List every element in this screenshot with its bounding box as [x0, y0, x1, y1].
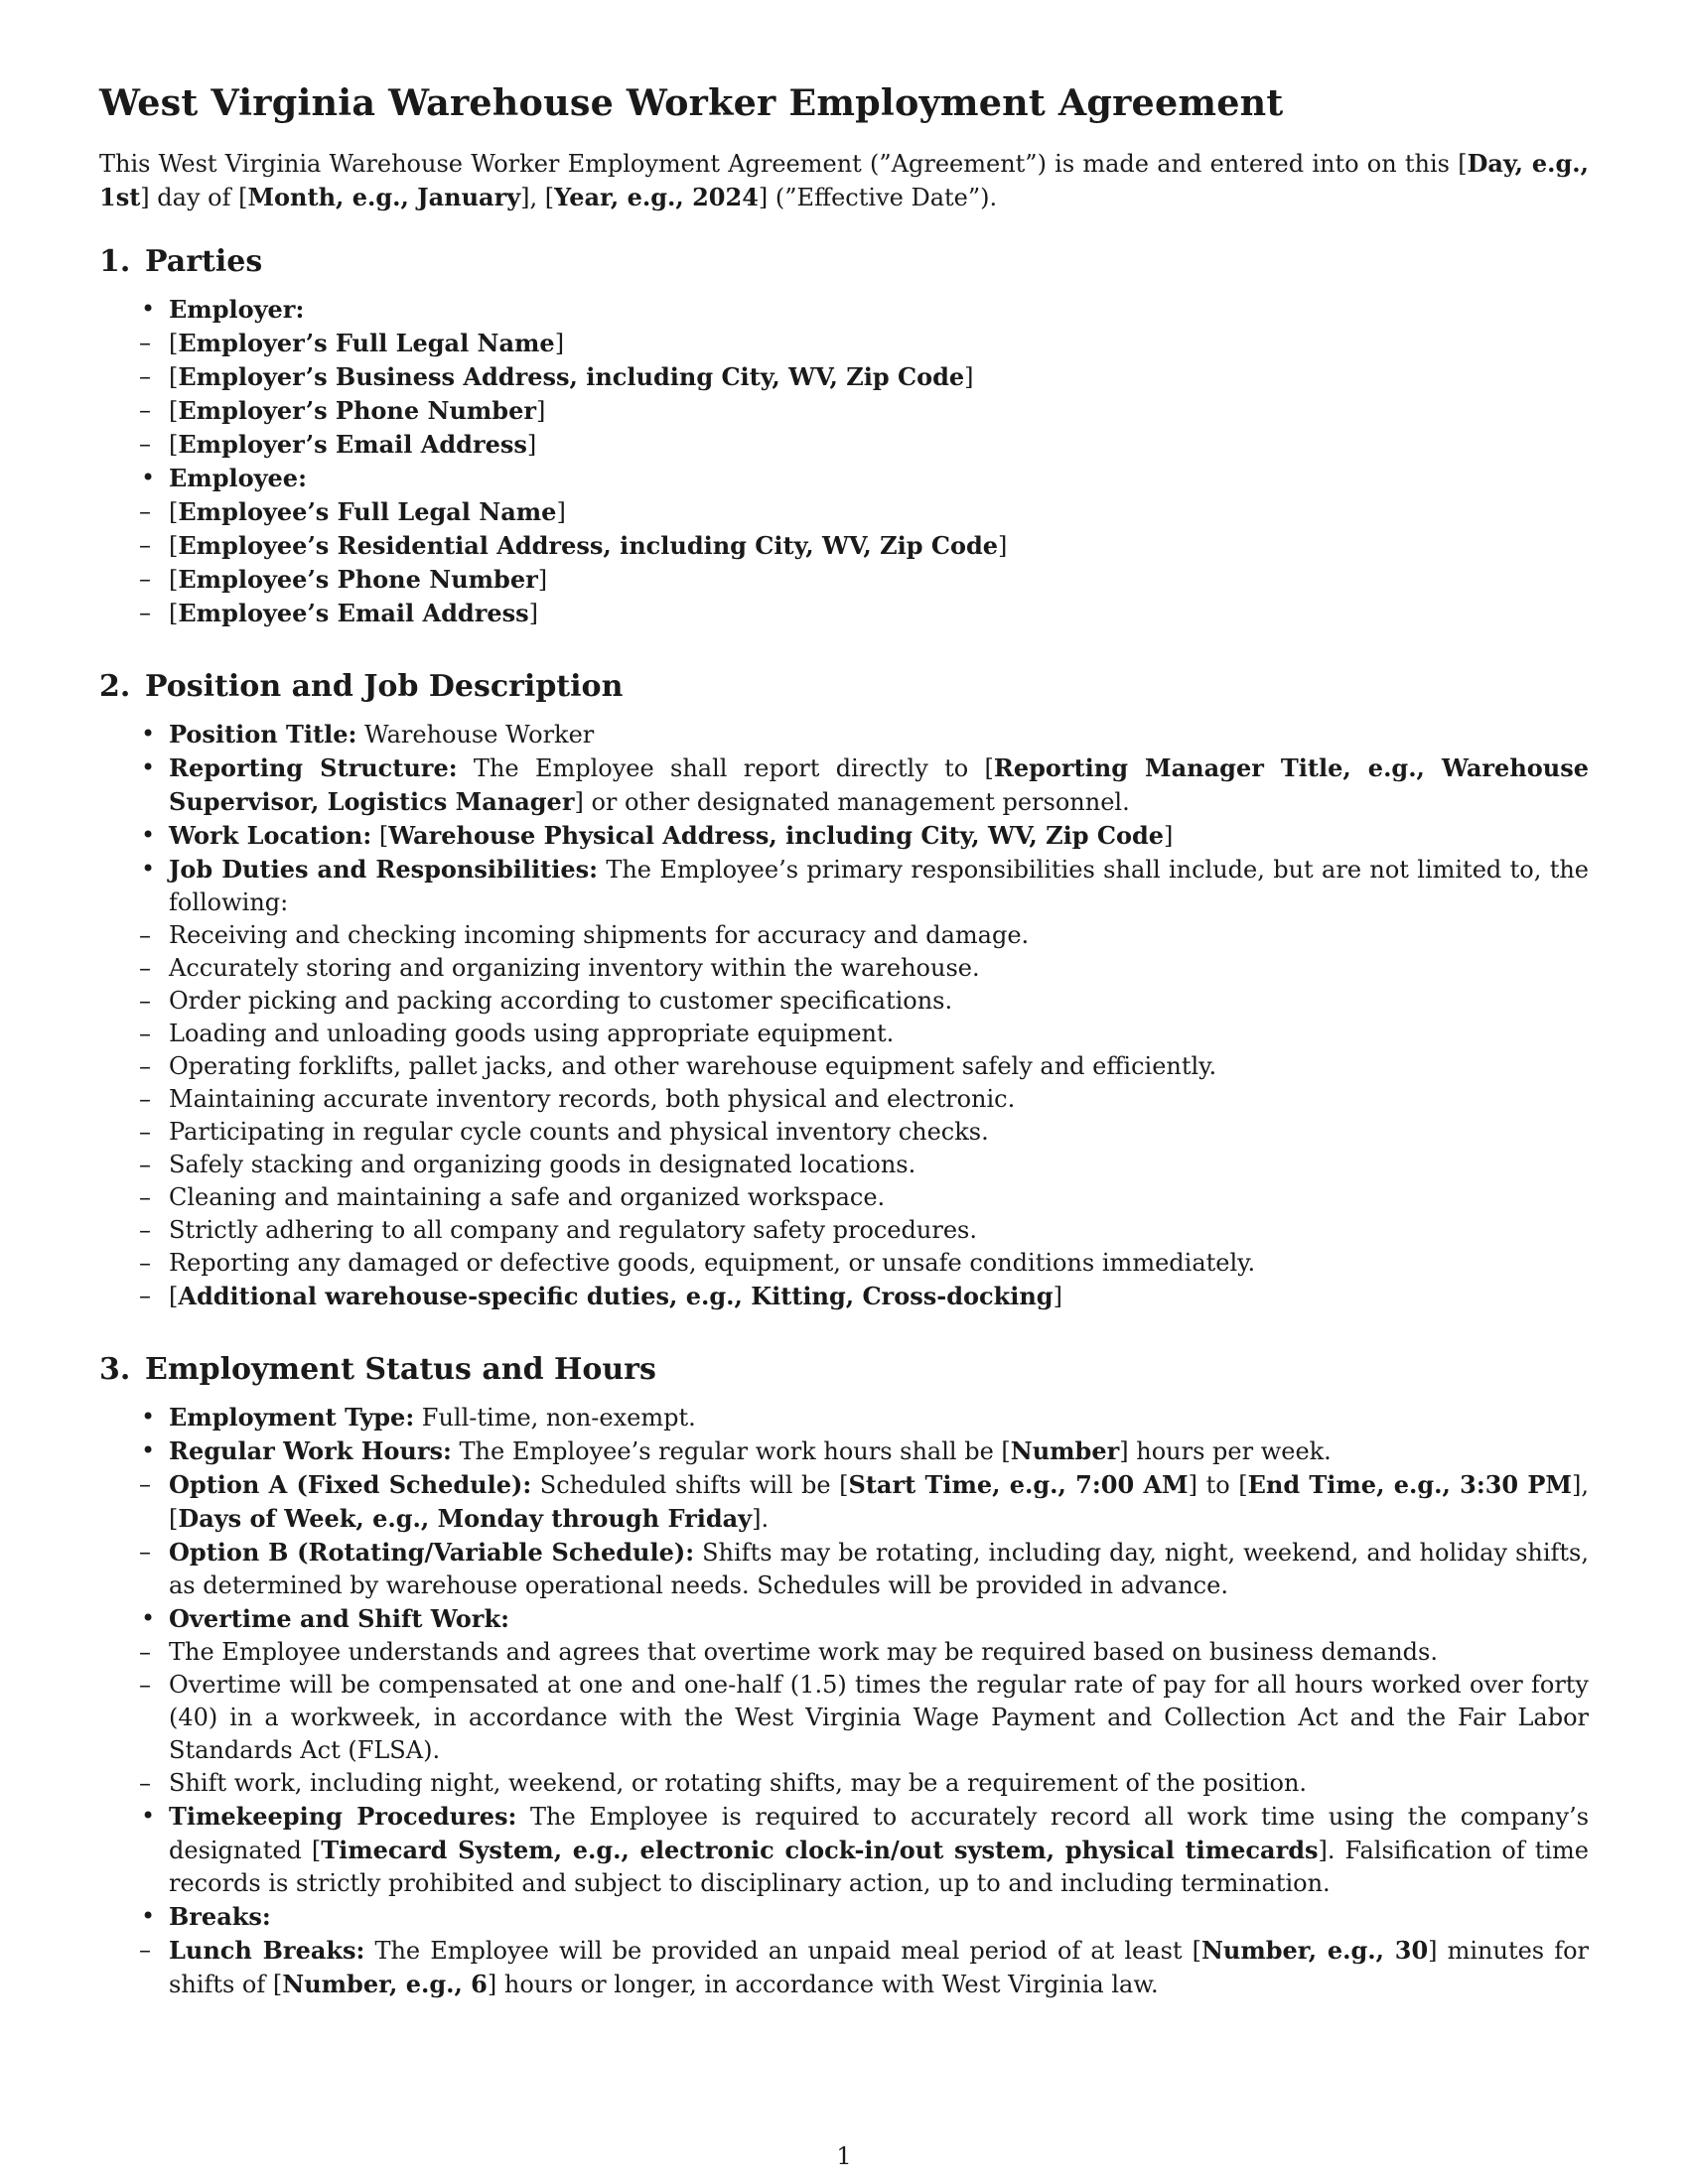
section-number: 2. — [99, 668, 131, 704]
field-label: Work Location: — [169, 820, 372, 850]
employee-details — [109, 495, 1589, 630]
list-item: – [Employee’s Residential Address, including City, WV, Zip Code] — [109, 529, 1589, 563]
section-title: Parties — [145, 243, 263, 279]
placeholder: Number — [1010, 1435, 1120, 1465]
intro-text: ] day of [ — [140, 183, 248, 211]
field-label: Reporting Structure: — [169, 752, 458, 782]
field-label: Timekeeping Procedures: — [169, 1801, 517, 1831]
field-label: Employment Type: — [169, 1402, 415, 1432]
breaks-list — [109, 1934, 1589, 2001]
list-item: – [Employee’s Phone Number] — [109, 563, 1589, 597]
field-text: ] or other designated management personnel. — [574, 787, 1130, 816]
placeholder: Days of Week, e.g., Monday through Friday — [178, 1503, 753, 1533]
list-item: – Loading and unloading goods using appropriate equipment. — [109, 1018, 1589, 1050]
status-list — [99, 1401, 1589, 2001]
list-item: – Operating forklifts, pallet jacks, and other warehouse equipment safely and efficiently. — [109, 1050, 1589, 1083]
work-location-item — [99, 819, 1589, 853]
placeholder: Employee’s Phone Number — [178, 564, 538, 594]
placeholder: Timecard System, e.g., electronic clock-in/out system, physical timecards — [321, 1835, 1319, 1864]
document-title: West Virginia Warehouse Worker Employment Agreement — [99, 81, 1284, 124]
option-a-item — [109, 1468, 1589, 1536]
list-item: – Overtime will be compensated at one and one-half (1.5) times the regular rate of pay for all hours worked over forty (40) in a workweek, in accordance with the West Virginia Wage Payment and Collection Act and the Fair Labor Standards Act (FLSA). — [109, 1669, 1589, 1767]
field-label: Option A (Fixed Schedule): — [169, 1469, 532, 1499]
page-number: 1 — [836, 2142, 852, 2170]
list-item: – Shift work, including night, weekend, or rotating shifts, may be a requirement of the position. — [109, 1767, 1589, 1800]
field-label: Breaks: — [169, 1901, 271, 1931]
field-label: Option B (Rotating/Variable Schedule): — [169, 1537, 695, 1567]
field-text: The Employee’s regular work hours shall be [ — [451, 1436, 1011, 1465]
intro-year-placeholder: Year, e.g., 2024 — [554, 182, 759, 211]
section-heading-parties — [99, 244, 1589, 280]
intro-paragraph — [99, 147, 1589, 214]
placeholder: End Time, e.g., 3:30 PM — [1247, 1469, 1573, 1499]
list-item: – Safely stacking and organizing goods in designated locations. — [109, 1149, 1589, 1181]
placeholder: Employer’s Email Address — [178, 429, 527, 459]
employee-item — [99, 462, 1589, 630]
field-text: Scheduled shifts will be [ — [531, 1470, 849, 1499]
placeholder: Number, e.g., 30 — [1200, 1935, 1429, 1965]
list-item: – [Employer’s Business Address, including City, WV, Zip Code] — [109, 360, 1589, 394]
placeholder: Employee’s Residential Address, including City, WV, Zip Code — [178, 530, 998, 560]
field-value: Full-time, non-exempt. — [414, 1403, 696, 1432]
section-number: 1. — [99, 243, 131, 279]
field-text: The Employee is required to accurately record all work time using the company’s designated [ — [169, 1802, 1590, 1864]
list-item: – The Employee understands and agrees that overtime work may be required based on business demands. — [109, 1636, 1589, 1669]
field-text: The Employee’s primary responsibilities shall include, but are not limited to, the following: — [169, 855, 1590, 916]
placeholder: Employee’s Email Address — [178, 598, 529, 627]
job-duties-item — [99, 853, 1589, 1313]
list-item: – [Additional warehouse-specific duties, e.g., Kitting, Cross-docking] — [109, 1280, 1589, 1313]
placeholder: Start Time, e.g., 7:00 AM — [848, 1469, 1189, 1499]
lunch-break-item — [109, 1934, 1589, 2001]
section-title: Position and Job Description — [145, 668, 624, 704]
field-text: The Employee shall report directly to [ — [457, 753, 994, 782]
placeholder: Reporting Manager Title, e.g., Warehouse Supervisor, Logistics Manager — [169, 752, 1590, 816]
intro-text: ], [ — [520, 183, 555, 211]
placeholder: Employer’s Business Address, including City, WV, Zip Code — [178, 361, 965, 391]
employer-details — [109, 327, 1589, 462]
field-label: Overtime and Shift Work: — [169, 1603, 509, 1633]
field-text: ]. — [752, 1504, 770, 1533]
employment-type-item — [99, 1401, 1589, 1434]
intro-day-placeholder: Day, e.g., 1st — [99, 148, 1590, 211]
employer-label: Employer: — [169, 294, 305, 324]
duties-list — [109, 919, 1589, 1313]
field-text: ]. Falsification of time records is strictly prohibited and subject to disciplinary action, up to and including termination. — [169, 1836, 1590, 1897]
field-text: ], [ — [169, 1470, 1590, 1533]
regular-hours-item — [99, 1434, 1589, 1602]
position-title-item — [99, 718, 1589, 751]
field-text: ] minutes for shifts of [ — [169, 1936, 1589, 1998]
section-title: Employment Status and Hours — [145, 1351, 656, 1387]
breaks-item — [99, 1900, 1589, 2001]
field-text: ] hours or longer, in accordance with West Virginia law. — [487, 1970, 1159, 1998]
list-item: – Accurately storing and organizing inventory within the warehouse. — [109, 952, 1589, 985]
document-page — [99, 81, 1589, 2001]
placeholder: Number, e.g., 6 — [282, 1969, 488, 1998]
placeholder: Employer’s Full Legal Name — [178, 328, 555, 357]
employee-label: Employee: — [169, 463, 307, 492]
list-item: – [Employee’s Email Address] — [109, 597, 1589, 630]
list-item: – [Employee’s Full Legal Name] — [109, 495, 1589, 529]
placeholder: Warehouse Physical Address, including City, WV, Zip Code — [388, 820, 1165, 850]
list-item: – [Employer’s Phone Number] — [109, 394, 1589, 428]
field-label: Regular Work Hours: — [169, 1435, 452, 1465]
overtime-item — [99, 1602, 1589, 1800]
list-item: – Cleaning and maintaining a safe and organized workspace. — [109, 1181, 1589, 1214]
section-heading-position — [99, 669, 1589, 705]
list-item: – Maintaining accurate inventory records, both physical and electronic. — [109, 1083, 1589, 1116]
intro-month-placeholder: Month, e.g., January — [247, 182, 521, 211]
field-value: Warehouse Worker — [356, 720, 595, 749]
field-label: Lunch Breaks: — [169, 1935, 365, 1965]
timekeeping-item — [99, 1800, 1589, 1900]
list-item: – Strictly adhering to all company and regulatory safety procedures. — [109, 1214, 1589, 1247]
field-text: ] hours per week. — [1119, 1436, 1332, 1465]
field-label: Job Duties and Responsibilities: — [169, 854, 598, 884]
employer-item — [99, 293, 1589, 462]
list-item: – Reporting any damaged or defective goods, equipment, or unsafe conditions immediately. — [109, 1247, 1589, 1280]
option-b-item — [109, 1536, 1589, 1602]
intro-text: This West Virginia Warehouse Worker Employment Agreement (”Agreement”) is made and entered into on this [ — [99, 149, 1468, 178]
position-list — [99, 718, 1589, 1313]
schedule-options — [109, 1468, 1589, 1602]
field-text: [ — [371, 821, 389, 850]
list-item: – Order picking and packing according to customer specifications. — [109, 985, 1589, 1018]
placeholder: Employer’s Phone Number — [178, 395, 536, 425]
parties-list — [99, 293, 1589, 630]
list-item: – [Employer’s Full Legal Name] — [109, 327, 1589, 360]
placeholder: Additional warehouse-specific duties, e.g., Kitting, Cross-docking — [178, 1281, 1054, 1310]
section-number: 3. — [99, 1351, 131, 1387]
field-text: The Employee will be provided an unpaid meal period of at least [ — [364, 1936, 1201, 1965]
reporting-structure-item — [99, 751, 1589, 819]
section-heading-employment-status — [99, 1352, 1589, 1388]
list-item: – [Employer’s Email Address] — [109, 428, 1589, 462]
field-label: Position Title: — [169, 719, 357, 749]
overtime-list — [109, 1636, 1589, 1800]
list-item: – Receiving and checking incoming shipments for accuracy and damage. — [109, 919, 1589, 952]
placeholder: Employee’s Full Legal Name — [178, 496, 557, 526]
field-text: ] — [1164, 821, 1174, 850]
field-text: ] to [ — [1188, 1470, 1248, 1499]
list-item: – Participating in regular cycle counts and physical inventory checks. — [109, 1116, 1589, 1149]
intro-text: ] (”Effective Date”). — [758, 183, 998, 211]
field-text: Shifts may be rotating, including day, night, weekend, and holiday shifts, as determined by warehouse operational needs. Schedules will be provided in advance. — [169, 1538, 1589, 1599]
